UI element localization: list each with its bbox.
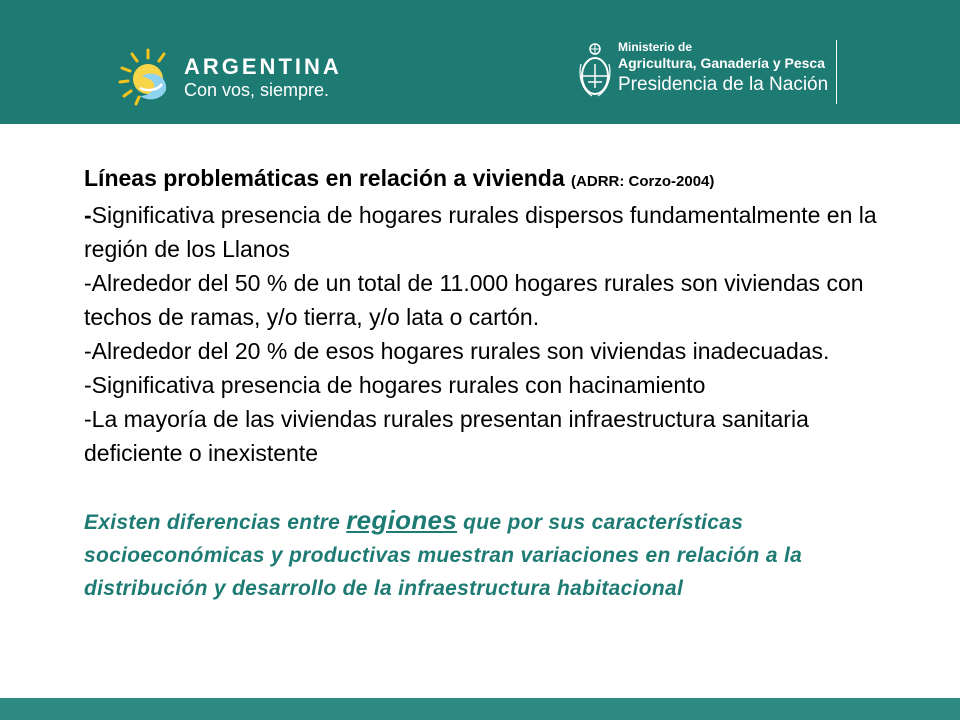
ministry-line-2: Agricultura, Ganadería y Pesca [618, 55, 825, 71]
highlight-text-before: Existen diferencias entre [84, 511, 347, 534]
slide-title [84, 162, 904, 198]
bullet-text: La mayoría de las viviendas rurales presentan infraestructura sanitaria deficiente o inexistente [84, 406, 809, 466]
bullet-item [84, 334, 904, 368]
bullet-dash: - [84, 270, 92, 296]
bullet-dash: - [84, 338, 92, 364]
ministry-line-3: Presidencia de la Nación [618, 74, 829, 95]
brand-tagline: Con vos, siempre. [184, 80, 330, 100]
footer-bar [0, 698, 960, 720]
bullet-text: Alrededor del 50 % de un total de 11.000 hogares rurales son viviendas con techos de ramas, y/o tierra, y/o lata o cartón. [84, 270, 864, 330]
bullet-item [84, 368, 904, 402]
bullet-item [84, 402, 904, 470]
highlight-paragraph [84, 504, 904, 605]
bullet-item [84, 198, 904, 266]
ministry-logo [578, 38, 848, 108]
highlight-text-after: que por sus características socioeconómicas y productivas muestran variaciones en relación a la distribución y desarrollo de la infraestructura habitacional [84, 511, 803, 600]
title-source: (ADRR: Corzo-2004) [571, 173, 715, 190]
argentina-logo [118, 46, 358, 106]
title-text: Líneas problemáticas en relación a vivienda [84, 165, 565, 191]
bullet-text: Alrededor del 20 % de esos hogares rurales son viviendas inadecuadas. [91, 338, 830, 364]
bullet-dash: - [84, 202, 92, 228]
bullet-dash: - [84, 406, 92, 432]
bullet-dash: - [84, 372, 92, 398]
ministry-name [618, 40, 837, 104]
slide-content [84, 162, 904, 605]
sun-icon [118, 46, 178, 106]
ministry-line-1: Ministerio de [618, 40, 693, 54]
bullet-text: Significativa presencia de hogares rurales dispersos fundamentalmente en la región de los Llanos [84, 202, 877, 262]
bullet-item [84, 266, 904, 334]
brand-title: ARGENTINA [184, 54, 342, 79]
coat-of-arms-icon [578, 42, 612, 100]
regiones-link[interactable]: regiones [346, 505, 458, 535]
bullet-text: Significativa presencia de hogares rurales con hacinamiento [91, 372, 706, 398]
header-bar [0, 0, 960, 124]
